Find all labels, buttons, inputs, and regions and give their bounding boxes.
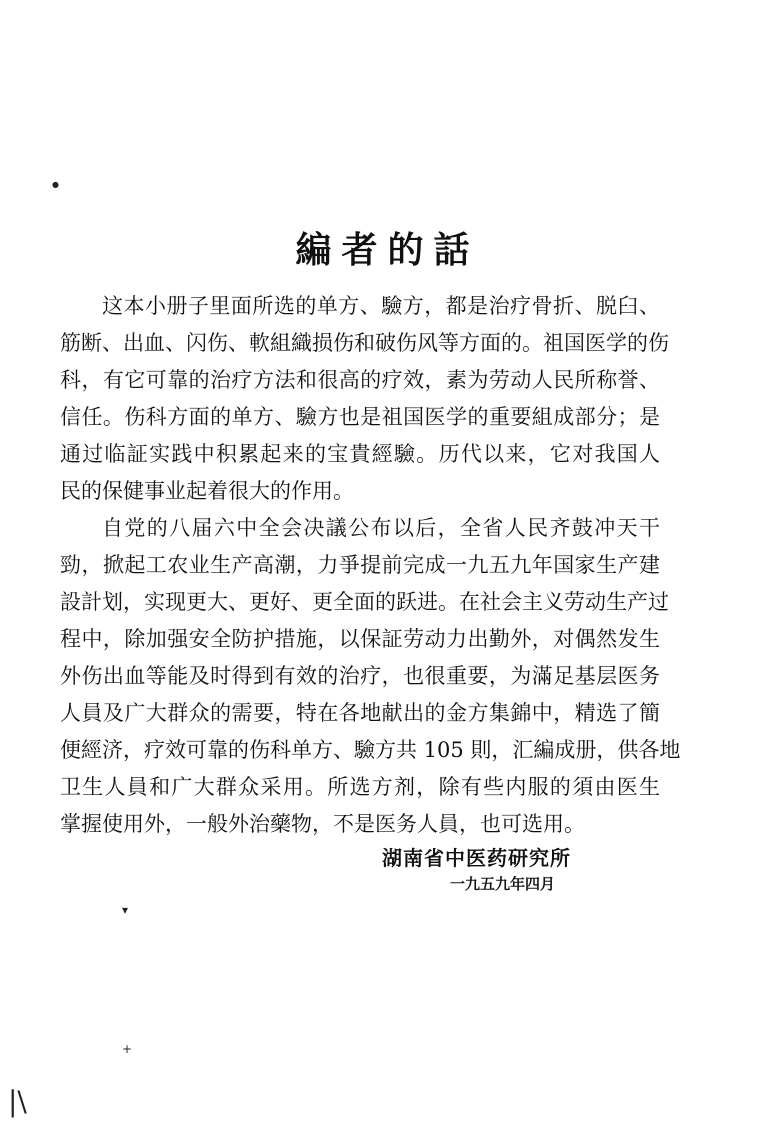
text-line: 筋断、出血、闪伤、軟組織损伤和破伤风等方面的。祖国医学的伤 <box>60 331 669 355</box>
text-line: 科，有它可靠的治疗方法和很高的疗效，素为劳动人民所称誉、 <box>60 368 660 392</box>
text-line: 便經济，疗效可靠的伤科单方、驗方共 105 則，汇編成册，供各地 <box>60 738 681 762</box>
text-line: 程中，除加强安全防护措施，以保証劳动力出勤外，对偶然发生 <box>60 627 660 651</box>
scan-speck: ● <box>52 180 59 189</box>
signature-date: 一九五九年四月 <box>450 875 556 893</box>
text-line: 自党的八届六中全会决議公布以后，全省人民齐鼓冲天干 <box>102 516 660 540</box>
text-line: 人員及广大群众的需要，特在各地献出的金方集錦中，精选了簡 <box>60 701 660 725</box>
text-line: 这本小册子里面所选的单方、驗方，都是治疗骨折、脱臼、 <box>102 294 660 318</box>
text-line: 設計划，实现更大、更好、更全面的跃进。在社会主义劳动生产过 <box>60 590 669 614</box>
text-line: 信任。伤科方面的单方、驗方也是祖国医学的重要組成部分；是 <box>60 405 660 429</box>
signature-organization: 湖南省中医药研究所 <box>382 846 571 870</box>
scan-speck: + <box>122 1042 133 1056</box>
scan-speck: ▾ <box>122 903 129 917</box>
preface-body <box>60 288 681 843</box>
page-title: 編者的話 <box>295 229 480 271</box>
text-line: 外伤出血等能及时得到有效的治疗，也很重要，为滿足基层医务 <box>60 664 660 688</box>
text-line: 民的保健事业起着很大的作用。 <box>60 479 354 503</box>
text-line: 掌握使用外，一般外治藥物，不是医务人員，也可选用。 <box>60 812 585 836</box>
scan-edge-mark: |\ <box>8 1085 27 1118</box>
text-line: 通过临証实践中积累起来的宝貴經驗。历代以来，它对我国人 <box>60 442 660 466</box>
text-line: 勁，掀起工农业生产高潮，力爭提前完成一九五九年国家生产建 <box>60 553 660 577</box>
text-line: 卫生人員和广大群众采用。所选方剂，除有些内服的須由医生 <box>60 775 660 799</box>
